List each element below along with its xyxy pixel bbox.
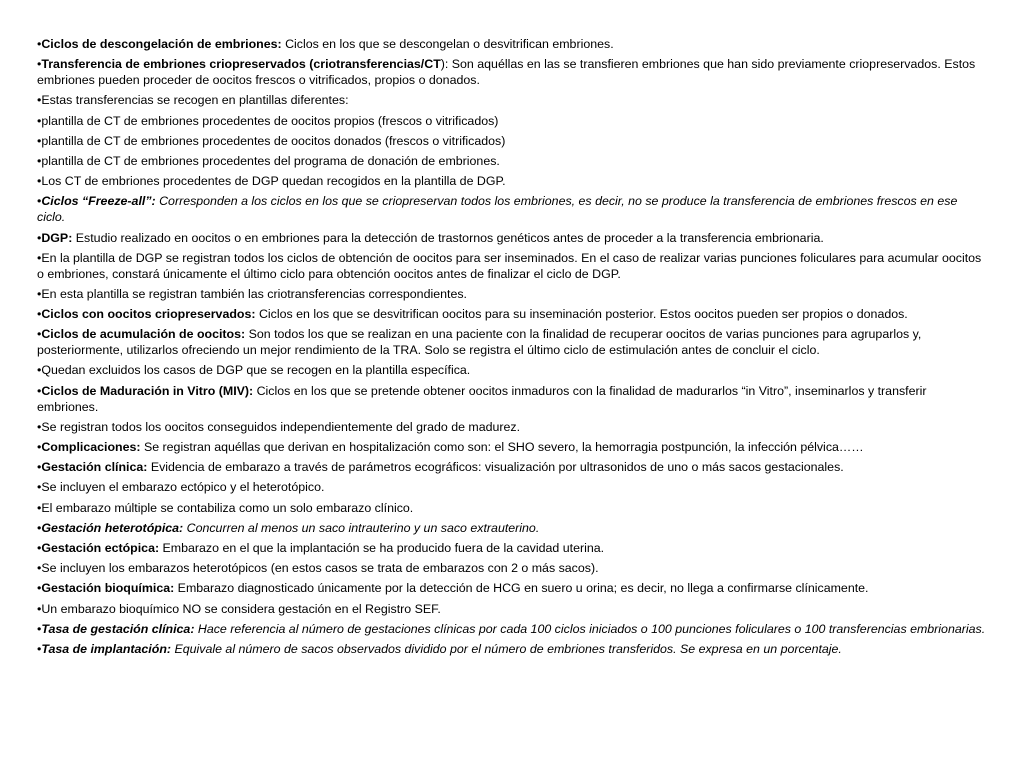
item-term: Tasa de implantación:: [41, 641, 172, 656]
item-text: Ciclos en los que se desvitrifican oocitos para su inseminación posterior. Estos oocitos pueden ser propios o donados.: [255, 307, 908, 322]
bullet: •: [37, 93, 42, 108]
item-text: Los CT de embriones procedentes de DGP quedan recogidos en la plantilla de DGP.: [41, 174, 506, 189]
list-item: [37, 560, 987, 576]
bullet: •: [37, 133, 42, 148]
item-text: Evidencia de embarazo a través de parámetros ecográficos: visualización por ultrasonidos de uno o más sacos gestacionales.: [147, 460, 844, 475]
slide-content: [37, 36, 987, 661]
item-text: Un embarazo bioquímico NO se considera gestación en el Registro SEF.: [41, 601, 441, 616]
list-item: [37, 459, 987, 475]
item-term: Gestación ectópica:: [41, 540, 160, 555]
list-item: [37, 383, 987, 415]
list-item: [37, 36, 987, 52]
list-item: [37, 133, 987, 149]
bullet: •: [37, 194, 42, 209]
item-text: Estas transferencias se recogen en plantillas diferentes:: [41, 93, 349, 108]
item-text: En esta plantilla se registran también las criotransferencias correspondientes.: [41, 286, 467, 301]
item-text: plantilla de CT de embriones procedentes de oocitos propios (frescos o vitrificados): [41, 113, 499, 128]
list-item: [37, 56, 987, 88]
list-item: [37, 641, 987, 657]
bullet: •: [37, 250, 42, 265]
item-term: Ciclos de Maduración in Vitro (MIV):: [41, 383, 254, 398]
bullet: •: [37, 230, 42, 245]
item-text: Quedan excluidos los casos de DGP que se recogen en la plantilla específica.: [41, 363, 471, 378]
bullet: •: [37, 500, 42, 515]
list-item: [37, 500, 987, 516]
bullet: •: [37, 286, 42, 301]
list-item: [37, 540, 987, 556]
list-item: [37, 173, 987, 189]
item-text: Concurren al menos un saco intrauterino y un saco extrauterino.: [183, 520, 540, 535]
bullet: •: [37, 561, 42, 576]
bullet: •: [37, 540, 42, 555]
item-term: Gestación bioquímica:: [41, 581, 175, 596]
item-text: Embarazo en el que la implantación se ha producido fuera de la cavidad uterina.: [159, 540, 605, 555]
bullet: •: [37, 460, 42, 475]
item-term: Complicaciones:: [41, 440, 141, 454]
list-item: [37, 479, 987, 495]
item-text: Se registran aquéllas que derivan en hospitalización como son: el SHO severo, la hemorragia postpunción, la infección pélvica……: [140, 440, 864, 454]
item-term: Gestación heterotópica:: [41, 520, 184, 535]
list-item: [37, 230, 987, 246]
item-text: El embarazo múltiple se contabiliza como un solo embarazo clínico.: [41, 500, 414, 515]
item-text: plantilla de CT de embriones procedentes del programa de donación de embriones.: [41, 153, 500, 168]
list-item: [37, 580, 987, 596]
item-term: Ciclos con oocitos criopreservados:: [41, 307, 256, 322]
bullet: •: [37, 383, 42, 398]
item-term: DGP:: [41, 230, 73, 245]
item-text: Se registran todos los oocitos conseguidos independientemente del grado de madurez.: [41, 419, 521, 434]
list-item: [37, 520, 987, 536]
bullet: •: [37, 601, 42, 616]
bullet: •: [37, 581, 42, 596]
item-text: Corresponden a los ciclos en los que se criopreservan todos los embriones, es decir, no se produce la transferencia de embriones frescos en ese ciclo.: [37, 194, 958, 225]
bullet: •: [37, 621, 42, 636]
bullet: •: [37, 480, 42, 495]
list-item: [37, 601, 987, 617]
item-term: Transferencia de embriones criopreservados (criotransferencias/CT: [41, 57, 441, 72]
list-item: [37, 92, 987, 108]
item-text: Ciclos en los que se pretende obtener oocitos inmaduros con la finalidad de madurarlos “in Vitro”, inseminarlos y transferir embriones.: [37, 383, 927, 414]
item-text: Se incluyen los embarazos heterotópicos (en estos casos se trata de embarazos con 2 o más sacos).: [41, 561, 599, 576]
item-text: Hace referencia al número de gestaciones clínicas por cada 100 ciclos iniciados o 100 punciones foliculares o 100 transferencias embrionarias.: [194, 621, 986, 636]
list-item: [37, 286, 987, 302]
bullet: •: [37, 641, 42, 656]
bullet: •: [37, 363, 42, 378]
item-term: Ciclos de acumulación de oocitos:: [41, 327, 246, 342]
item-text: Son todos los que se realizan en una paciente con la finalidad de recuperar oocitos de varias punciones para agruparlos y, posteriormente, utilizarlos ofreciendo un mejor rendimiento de la TRA. Solo se registra el último ciclo de estimulación antes de concluir el ciclo.: [37, 327, 922, 358]
list-item: [37, 326, 987, 358]
item-text: Embarazo diagnosticado únicamente por la detección de HCG en suero u orina; es decir, no llega a confirmarse clínicamente.: [174, 581, 869, 596]
list-item: [37, 113, 987, 129]
item-term: Ciclos “Freeze-all”:: [41, 194, 156, 209]
list-item: [37, 419, 987, 435]
item-text: ): Son aquéllas en las se transfieren embriones que han sido previamente criopreservados. Estos embriones pueden proceder de oocitos frescos o vitrificados, propios o donados.: [37, 57, 976, 88]
bullet: •: [37, 153, 42, 168]
bullet: •: [37, 419, 42, 434]
list-item: [37, 153, 987, 169]
bullet: •: [37, 327, 42, 342]
item-term: Gestación clínica:: [41, 460, 148, 475]
bullet: •: [37, 174, 42, 189]
bullet: •: [37, 520, 42, 535]
item-text: plantilla de CT de embriones procedentes de oocitos donados (frescos o vitrificados): [41, 133, 506, 148]
list-item: [37, 193, 987, 225]
item-text: Ciclos en los que se descongelan o desvitrifican embriones.: [281, 37, 614, 51]
item-term: Tasa de gestación clínica:: [41, 621, 195, 636]
list-item: [37, 621, 987, 637]
item-term: Ciclos de descongelación de embriones:: [41, 37, 282, 51]
bullet: •: [37, 57, 42, 72]
bullet: •: [37, 113, 42, 128]
list-item: [37, 250, 987, 282]
item-text: Se incluyen el embarazo ectópico y el heterotópico.: [41, 480, 325, 495]
item-text: En la plantilla de DGP se registran todos los ciclos de obtención de oocitos para ser inseminados. En el caso de realizar varias punciones foliculares para acumular oocitos o embriones, constará únicamente el último ciclo para obtención oocitos antes de finalizar el ciclo de DGP.: [37, 250, 982, 281]
item-text: Estudio realizado en oocitos o en embriones para la detección de trastornos genéticos antes de proceder a la transferencia embrionaria.: [72, 230, 824, 245]
bullet: •: [37, 37, 42, 51]
list-item: [37, 439, 987, 455]
bullet: •: [37, 440, 42, 454]
item-text: Equivale al número de sacos observados dividido por el número de embriones transferidos. Se expresa en un porcentaje.: [171, 641, 842, 656]
list-item: [37, 306, 987, 322]
list-item: [37, 362, 987, 378]
bullet: •: [37, 307, 42, 322]
